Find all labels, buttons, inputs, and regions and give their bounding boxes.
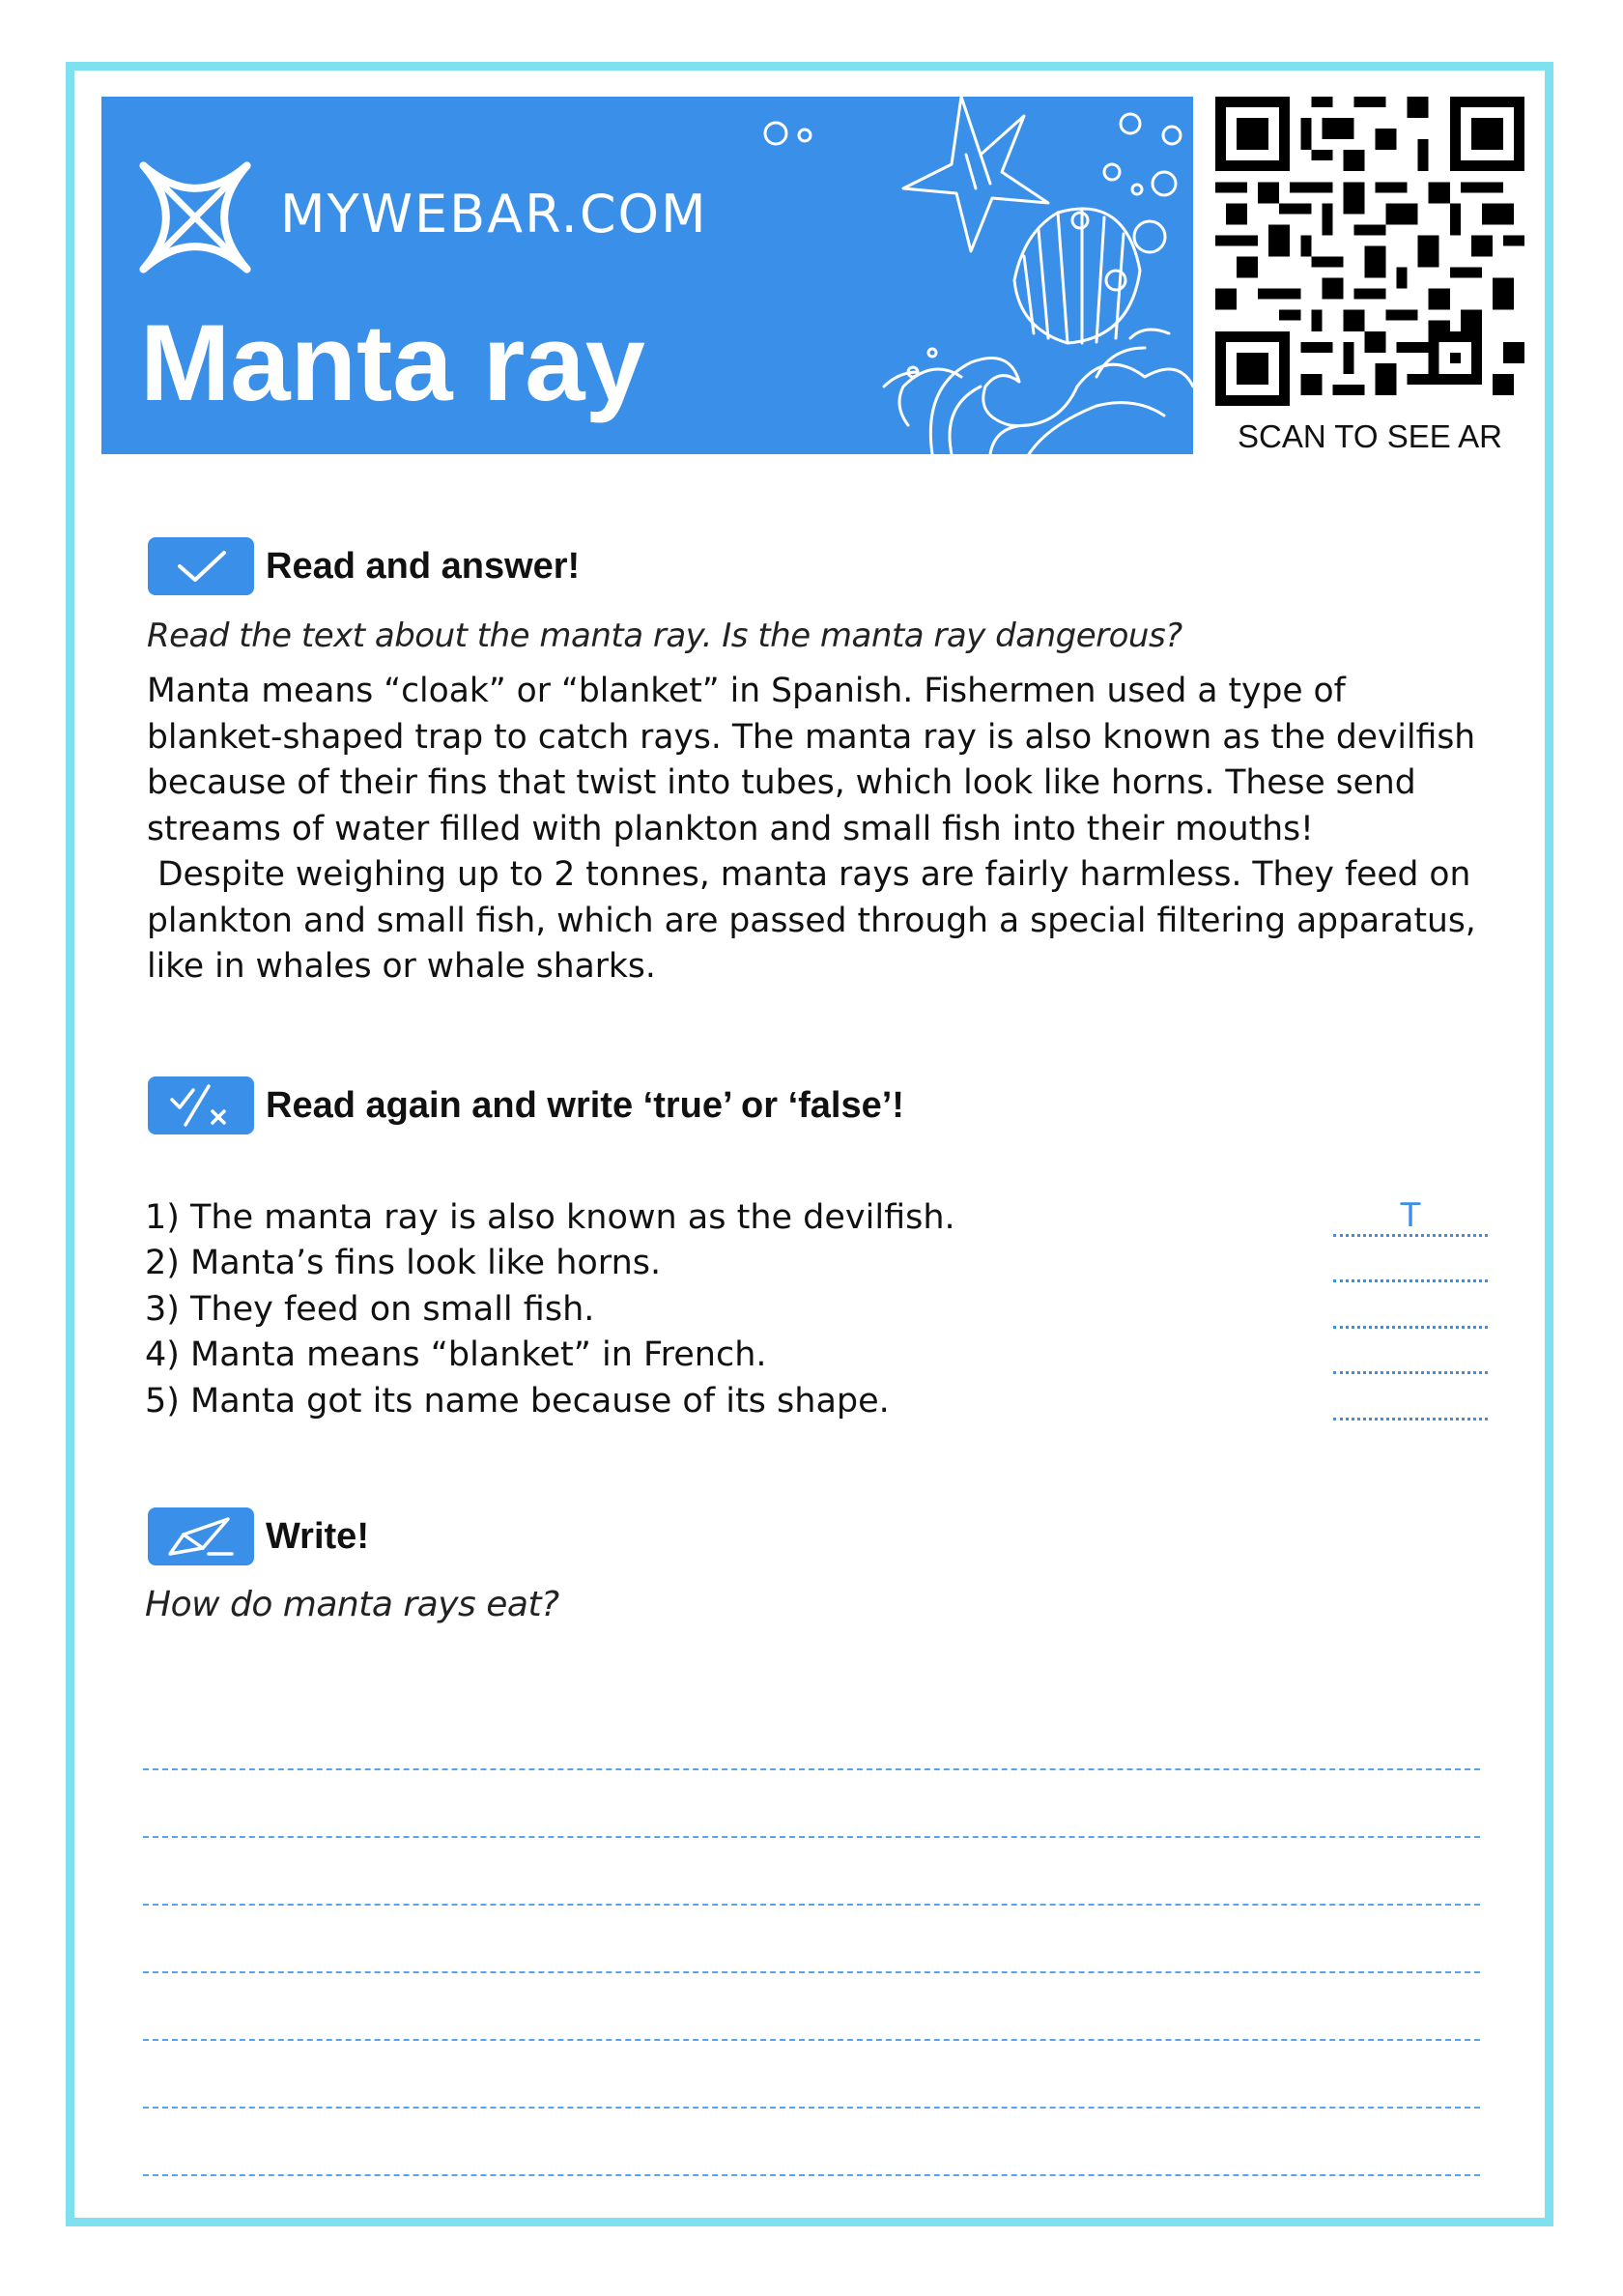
answer-field[interactable] bbox=[1333, 1338, 1488, 1374]
statement-text: 4) Manta means “blanket” in French. bbox=[145, 1335, 767, 1374]
section1-instruction: Read the text about the manta ray. Is the manta ray dangerous? bbox=[147, 617, 1182, 655]
qr-code-icon[interactable] bbox=[1215, 97, 1524, 406]
passage-line: blanket-shaped trap to catch rays. The manta ray is also known as the devilfish bbox=[147, 717, 1476, 757]
section-read-and-answer bbox=[148, 537, 580, 595]
page-title: Manta ray bbox=[140, 302, 645, 423]
section3-heading: Write! bbox=[266, 1515, 369, 1557]
list-item bbox=[145, 1237, 1488, 1283]
answer-field[interactable] bbox=[1333, 1293, 1488, 1329]
section3-instruction: How do manta rays eat? bbox=[145, 1585, 559, 1624]
passage-line: streams of water filled with plankton and small fish into their mouths! bbox=[147, 809, 1314, 848]
section1-heading: Read and answer! bbox=[266, 545, 581, 587]
section3-badge bbox=[148, 1507, 254, 1565]
passage-line: plankton and small fish, which are passed through a special filtering apparatus, bbox=[147, 901, 1476, 940]
true-false-list bbox=[145, 1191, 1488, 1421]
brand-name: MYWEBAR.COM bbox=[280, 184, 708, 244]
answer-field[interactable]: T bbox=[1333, 1201, 1488, 1237]
section2-heading: Read again and write ‘true’ or ‘false’! bbox=[266, 1084, 904, 1126]
passage-line: Despite weighing up to 2 tonnes, manta rays are fairly harmless. They feed on bbox=[147, 855, 1471, 894]
check-cross-icon bbox=[164, 1082, 238, 1129]
answer-field[interactable] bbox=[1333, 1247, 1488, 1282]
passage-line: like in whales or whale sharks. bbox=[147, 947, 656, 986]
mywebar-logo-icon bbox=[130, 153, 260, 282]
sea-decoration-icon bbox=[642, 97, 1193, 454]
writing-area[interactable] bbox=[143, 1703, 1480, 2176]
checkmark-icon bbox=[170, 547, 232, 586]
passage-line: because of their fins that twist into tubes, which look like horns. These send bbox=[147, 763, 1416, 802]
section-write bbox=[148, 1507, 369, 1565]
writing-line[interactable] bbox=[143, 2109, 1480, 2176]
writing-line[interactable] bbox=[143, 1838, 1480, 1906]
section1-badge bbox=[148, 537, 254, 595]
list-item bbox=[145, 1191, 1488, 1237]
list-item bbox=[145, 1374, 1488, 1421]
writing-line[interactable] bbox=[143, 1973, 1480, 2041]
statement-text: 2) Manta’s fins look like horns. bbox=[145, 1244, 662, 1282]
list-item bbox=[145, 1329, 1488, 1375]
statement-text: 1) The manta ray is also known as the devilfish. bbox=[145, 1197, 955, 1237]
writing-line[interactable] bbox=[143, 1906, 1480, 1973]
header-banner bbox=[101, 97, 1193, 454]
writing-line[interactable] bbox=[143, 1703, 1480, 1770]
answer-field[interactable] bbox=[1333, 1385, 1488, 1421]
passage-line: Manta means “cloak” or “blanket” in Spanish. Fishermen used a type of bbox=[147, 672, 1346, 710]
section-true-false bbox=[148, 1076, 904, 1134]
reading-passage bbox=[147, 669, 1499, 990]
statement-text: 3) They feed on small fish. bbox=[145, 1289, 595, 1329]
writing-line[interactable] bbox=[143, 1770, 1480, 1838]
writing-line[interactable] bbox=[143, 2041, 1480, 2109]
qr-caption: SCAN TO SEE AR bbox=[1238, 418, 1502, 454]
statement-text: 5) Manta got its name because of its shape. bbox=[145, 1381, 890, 1421]
section2-badge bbox=[148, 1076, 254, 1134]
list-item bbox=[145, 1282, 1488, 1329]
pencil-envelope-icon bbox=[164, 1513, 238, 1560]
